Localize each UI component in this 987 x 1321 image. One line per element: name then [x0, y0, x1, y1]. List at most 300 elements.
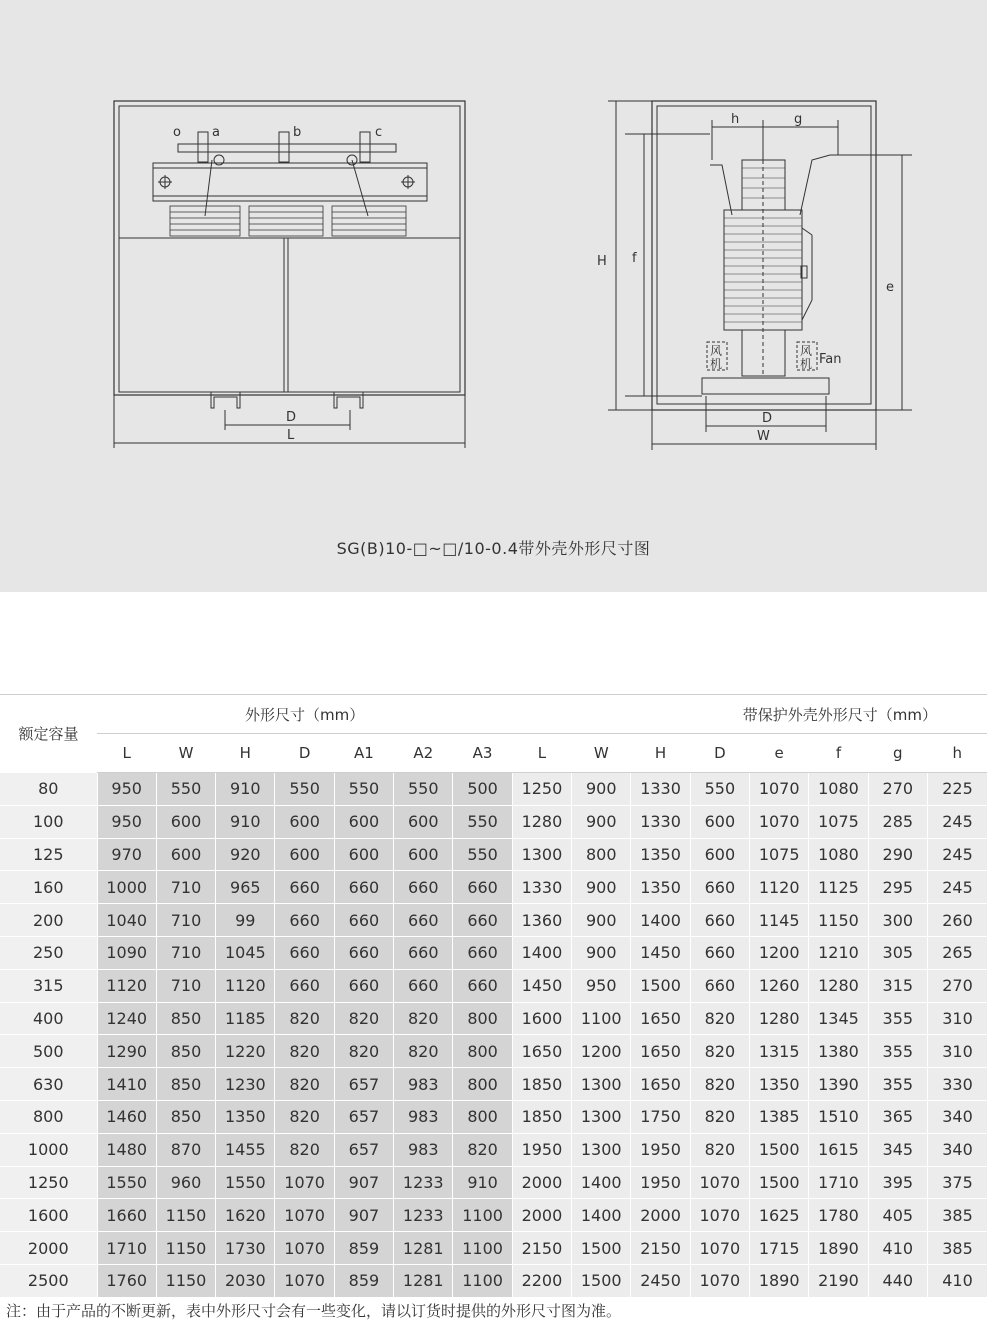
table-cell: 405: [868, 1199, 927, 1232]
table-cell: 2030: [216, 1264, 275, 1297]
table-row: [0, 1035, 987, 1068]
table-cell: 657: [334, 1100, 393, 1133]
table-cell: 1075: [809, 805, 868, 838]
table-row: [0, 838, 987, 871]
group-header-with-enclosure: 带保护外壳外形尺寸（mm）: [512, 695, 987, 734]
table-cell: 305: [868, 936, 927, 969]
table-cell: 315: [868, 969, 927, 1002]
table-cell: 1281: [394, 1232, 453, 1265]
table-group-header-row: [0, 695, 987, 734]
label-b: b: [293, 125, 302, 140]
table-cell: 295: [868, 871, 927, 904]
label-side-d: D: [762, 411, 773, 426]
table-cell: 660: [394, 969, 453, 1002]
table-cell: 820: [275, 1068, 334, 1101]
table-cell: 1400: [512, 936, 571, 969]
table-cell: 820: [690, 1035, 749, 1068]
table-cell: 1660: [97, 1199, 156, 1232]
rated-capacity-cell: 500: [0, 1035, 97, 1068]
table-cell: 340: [927, 1100, 987, 1133]
table-cell: 1710: [97, 1232, 156, 1265]
table-cell: 355: [868, 1068, 927, 1101]
table-row: [0, 969, 987, 1002]
table-cell: 1350: [631, 871, 690, 904]
table-cell: 550: [690, 773, 749, 806]
table-cell: 1345: [809, 1002, 868, 1035]
table-cell: 1281: [394, 1264, 453, 1297]
rated-capacity-cell: 160: [0, 871, 97, 904]
table-cell: 1500: [750, 1133, 809, 1166]
table-cell: 225: [927, 773, 987, 806]
table-cell: 1450: [512, 969, 571, 1002]
label-H: H: [597, 254, 607, 269]
table-cell: 660: [690, 969, 749, 1002]
table-cell: 1300: [572, 1133, 631, 1166]
table-cell: 850: [156, 1035, 215, 1068]
table-cell: 245: [927, 871, 987, 904]
table-cell: 1280: [809, 969, 868, 1002]
table-cell: 1400: [631, 904, 690, 937]
table-cell: 710: [156, 969, 215, 1002]
table-cell: 983: [394, 1133, 453, 1166]
table-cell: 800: [453, 1100, 512, 1133]
table-cell: 800: [453, 1068, 512, 1101]
table-cell: 1400: [572, 1199, 631, 1232]
table-cell: 1040: [97, 904, 156, 937]
table-cell: 2000: [512, 1166, 571, 1199]
column-header: D: [690, 734, 749, 773]
table-cell: 820: [275, 1100, 334, 1133]
table-cell: 340: [927, 1133, 987, 1166]
table-cell: 1280: [750, 1002, 809, 1035]
table-cell: 660: [334, 969, 393, 1002]
label-h: h: [731, 112, 740, 127]
table-row: [0, 1232, 987, 1265]
table-cell: 600: [275, 805, 334, 838]
table-cell: 2150: [512, 1232, 571, 1265]
table-cell: 1500: [631, 969, 690, 1002]
table-cell: 1360: [512, 904, 571, 937]
table-cell: 1500: [572, 1264, 631, 1297]
table-cell: 1080: [809, 838, 868, 871]
table-cell: 1950: [631, 1133, 690, 1166]
table-cell: 355: [868, 1002, 927, 1035]
table-cell: 660: [453, 904, 512, 937]
rated-capacity-cell: 400: [0, 1002, 97, 1035]
table-cell: 1150: [809, 904, 868, 937]
table-row: [0, 805, 987, 838]
table-cell: 600: [394, 805, 453, 838]
table-cell: 600: [334, 838, 393, 871]
table-cell: 1650: [631, 1068, 690, 1101]
table-cell: 410: [927, 1264, 987, 1297]
table-cell: 1710: [809, 1166, 868, 1199]
table-cell: 1510: [809, 1100, 868, 1133]
table-cell: 1550: [216, 1166, 275, 1199]
table-row: [0, 773, 987, 806]
table-cell: 1230: [216, 1068, 275, 1101]
table-cell: 1200: [572, 1035, 631, 1068]
table-cell: 1760: [97, 1264, 156, 1297]
table-cell: 660: [453, 871, 512, 904]
table-cell: 1615: [809, 1133, 868, 1166]
column-header: A2: [394, 734, 453, 773]
label-fan: Fan: [819, 352, 842, 367]
table-cell: 900: [572, 936, 631, 969]
table-cell: 870: [156, 1133, 215, 1166]
table-cell: 310: [927, 1035, 987, 1068]
table-cell: 1070: [690, 1199, 749, 1232]
table-cell: 910: [216, 805, 275, 838]
table-cell: 1950: [631, 1166, 690, 1199]
table-cell: 1045: [216, 936, 275, 969]
table-cell: 1385: [750, 1100, 809, 1133]
table-cell: 1850: [512, 1068, 571, 1101]
table-cell: 660: [275, 936, 334, 969]
table-cell: 660: [690, 936, 749, 969]
table-cell: 2000: [512, 1199, 571, 1232]
table-cell: 660: [334, 871, 393, 904]
table-cell: 907: [334, 1166, 393, 1199]
table-cell: 820: [394, 1002, 453, 1035]
column-header: H: [216, 734, 275, 773]
table-cell: 965: [216, 871, 275, 904]
table-cell: 1450: [631, 936, 690, 969]
table-cell: 820: [690, 1002, 749, 1035]
table-cell: 1070: [690, 1264, 749, 1297]
table-cell: 550: [334, 773, 393, 806]
table-cell: 1350: [750, 1068, 809, 1101]
table-row: [0, 871, 987, 904]
label-e: e: [886, 280, 894, 295]
table-cell: 820: [453, 1133, 512, 1166]
table-cell: 1080: [809, 773, 868, 806]
table-cell: 1000: [97, 871, 156, 904]
table-cell: 550: [453, 805, 512, 838]
table-cell: 907: [334, 1199, 393, 1232]
table-cell: 1070: [275, 1264, 334, 1297]
table-cell: 1455: [216, 1133, 275, 1166]
table-cell: 1750: [631, 1100, 690, 1133]
table-cell: 1300: [572, 1068, 631, 1101]
table-cell: 1500: [572, 1232, 631, 1265]
table-cell: 820: [334, 1002, 393, 1035]
rated-capacity-cell: 1000: [0, 1133, 97, 1166]
table-cell: 1240: [97, 1002, 156, 1035]
dimension-table: [0, 694, 987, 1298]
column-header: A3: [453, 734, 512, 773]
table-row: [0, 1068, 987, 1101]
table-cell: 1100: [453, 1264, 512, 1297]
rated-capacity-cell: 2000: [0, 1232, 97, 1265]
table-cell: 600: [275, 838, 334, 871]
footnote: 注：由于产品的不断更新，表中外形尺寸会有一些变化，请以订货时提供的外形尺寸图为准。: [6, 1302, 622, 1320]
rated-capacity-cell: 200: [0, 904, 97, 937]
table-cell: 550: [453, 838, 512, 871]
table-cell: 960: [156, 1166, 215, 1199]
table-cell: 1220: [216, 1035, 275, 1068]
figure-panel: [0, 0, 987, 592]
table-cell: 900: [572, 805, 631, 838]
front-view: [114, 101, 465, 448]
table-cell: 820: [275, 1035, 334, 1068]
table-cell: 1070: [750, 773, 809, 806]
table-cell: 800: [453, 1035, 512, 1068]
label-front-d: D: [286, 410, 297, 425]
table-cell: 1070: [690, 1166, 749, 1199]
table-cell: 600: [690, 838, 749, 871]
column-header: f: [809, 734, 868, 773]
table-cell: 395: [868, 1166, 927, 1199]
table-cell: 300: [868, 904, 927, 937]
table-row: [0, 1199, 987, 1232]
table-cell: 310: [927, 1002, 987, 1035]
column-header: A1: [334, 734, 393, 773]
table-cell: 1125: [809, 871, 868, 904]
table-cell: 1550: [97, 1166, 156, 1199]
table-cell: 660: [690, 904, 749, 937]
table-cell: 1950: [512, 1133, 571, 1166]
table-cell: 260: [927, 904, 987, 937]
table-cell: 500: [453, 773, 512, 806]
table-cell: 550: [156, 773, 215, 806]
table-cell: 900: [572, 773, 631, 806]
table-cell: 950: [97, 773, 156, 806]
table-cell: 820: [690, 1100, 749, 1133]
table-row: [0, 1264, 987, 1297]
table-cell: 1380: [809, 1035, 868, 1068]
table-cell: 2150: [631, 1232, 690, 1265]
table-cell: 820: [275, 1133, 334, 1166]
rated-capacity-cell: 100: [0, 805, 97, 838]
table-cell: 290: [868, 838, 927, 871]
table-body: [0, 773, 987, 1298]
table-cell: 1070: [275, 1232, 334, 1265]
table-cell: 600: [334, 805, 393, 838]
table-cell: 1890: [809, 1232, 868, 1265]
table-cell: 410: [868, 1232, 927, 1265]
table-cell: 1280: [512, 805, 571, 838]
table-cell: 385: [927, 1199, 987, 1232]
group-header-outline: 外形尺寸（mm）: [97, 695, 512, 734]
table-cell: 983: [394, 1068, 453, 1101]
table-cell: 1070: [750, 805, 809, 838]
table-cell: 1290: [97, 1035, 156, 1068]
label-fan-cn-left-1: 风: [710, 344, 723, 358]
table-cell: 1460: [97, 1100, 156, 1133]
table-cell: 1070: [690, 1232, 749, 1265]
table-cell: 660: [394, 936, 453, 969]
table-cell: 660: [394, 904, 453, 937]
table-cell: 983: [394, 1100, 453, 1133]
outline-drawing: [0, 0, 987, 592]
table-cell: 900: [572, 904, 631, 937]
table-cell: 285: [868, 805, 927, 838]
label-f: f: [632, 251, 637, 266]
table-cell: 657: [334, 1068, 393, 1101]
table-cell: 900: [572, 871, 631, 904]
table-cell: 1120: [750, 871, 809, 904]
table-cell: 970: [97, 838, 156, 871]
table-cell: 1650: [512, 1035, 571, 1068]
label-c: c: [375, 125, 383, 140]
table-cell: 660: [394, 871, 453, 904]
table-cell: 1210: [809, 936, 868, 969]
side-view: [597, 101, 912, 450]
label-g: g: [794, 112, 803, 127]
table-cell: 1100: [453, 1232, 512, 1265]
table-cell: 1070: [275, 1199, 334, 1232]
column-header: g: [868, 734, 927, 773]
table-cell: 1300: [512, 838, 571, 871]
rated-capacity-cell: 80: [0, 773, 97, 806]
table-cell: 385: [927, 1232, 987, 1265]
table-cell: 660: [334, 904, 393, 937]
table-cell: 1150: [156, 1199, 215, 1232]
table-cell: 820: [690, 1133, 749, 1166]
table-cell: 660: [690, 871, 749, 904]
table-cell: 910: [453, 1166, 512, 1199]
table-cell: 660: [275, 969, 334, 1002]
table-cell: 1100: [453, 1199, 512, 1232]
table-cell: 1300: [572, 1100, 631, 1133]
rated-capacity-cell: 1250: [0, 1166, 97, 1199]
table-cell: 345: [868, 1133, 927, 1166]
table-cell: 920: [216, 838, 275, 871]
rated-capacity-cell: 250: [0, 936, 97, 969]
table-cell: 850: [156, 1100, 215, 1133]
column-header: L: [97, 734, 156, 773]
table-cell: 1100: [572, 1002, 631, 1035]
table-cell: 1620: [216, 1199, 275, 1232]
table-cell: 859: [334, 1264, 393, 1297]
rated-capacity-cell: 2500: [0, 1264, 97, 1297]
table-row: [0, 1100, 987, 1133]
table-cell: 245: [927, 805, 987, 838]
table-cell: 600: [394, 838, 453, 871]
table-cell: 355: [868, 1035, 927, 1068]
column-header: W: [156, 734, 215, 773]
table-cell: 2000: [631, 1199, 690, 1232]
table-cell: 1315: [750, 1035, 809, 1068]
table-cell: 375: [927, 1166, 987, 1199]
table-cell: 1330: [631, 773, 690, 806]
table-cell: 660: [334, 936, 393, 969]
table-cell: 1500: [750, 1166, 809, 1199]
table-cell: 660: [453, 936, 512, 969]
table-cell: 710: [156, 871, 215, 904]
table-cell: 1145: [750, 904, 809, 937]
table-cell: 1090: [97, 936, 156, 969]
table-cell: 910: [216, 773, 275, 806]
column-header: L: [512, 734, 571, 773]
table-cell: 1200: [750, 936, 809, 969]
table-cell: 820: [690, 1068, 749, 1101]
table-cell: 1715: [750, 1232, 809, 1265]
table-cell: 440: [868, 1264, 927, 1297]
table-cell: 1650: [631, 1002, 690, 1035]
table-cell: 1233: [394, 1199, 453, 1232]
table-cell: 660: [275, 871, 334, 904]
table-cell: 270: [927, 969, 987, 1002]
column-header: e: [750, 734, 809, 773]
table-cell: 550: [394, 773, 453, 806]
column-header: H: [631, 734, 690, 773]
table-cell: 2450: [631, 1264, 690, 1297]
rated-capacity-cell: 125: [0, 838, 97, 871]
label-a: a: [212, 125, 220, 140]
table-cell: 330: [927, 1068, 987, 1101]
table-cell: 1075: [750, 838, 809, 871]
table-cell: 1330: [631, 805, 690, 838]
table-cell: 950: [97, 805, 156, 838]
table-cell: 1600: [512, 1002, 571, 1035]
label-fan-cn-right-1: 风: [800, 344, 813, 358]
table-cell: 1330: [512, 871, 571, 904]
table-cell: 660: [275, 904, 334, 937]
table-cell: 1400: [572, 1166, 631, 1199]
table-cell: 600: [690, 805, 749, 838]
table-cell: 1260: [750, 969, 809, 1002]
table-cell: 1730: [216, 1232, 275, 1265]
table-cell: 1185: [216, 1002, 275, 1035]
table-cell: 1070: [275, 1166, 334, 1199]
label-fan-cn-left-2: 机: [710, 357, 723, 371]
rated-capacity-cell: 630: [0, 1068, 97, 1101]
table-cell: 600: [156, 838, 215, 871]
label-o: o: [173, 125, 181, 140]
table-cell: 850: [156, 1068, 215, 1101]
table-cell: 1390: [809, 1068, 868, 1101]
table-cell: 550: [275, 773, 334, 806]
table-cell: 657: [334, 1133, 393, 1166]
table-cell: 710: [156, 936, 215, 969]
table-cell: 1350: [216, 1100, 275, 1133]
table-cell: 2200: [512, 1264, 571, 1297]
table-cell: 1233: [394, 1166, 453, 1199]
table-cell: 1625: [750, 1199, 809, 1232]
table-cell: 1120: [97, 969, 156, 1002]
table-cell: 820: [275, 1002, 334, 1035]
table-cell: 365: [868, 1100, 927, 1133]
label-front-l: L: [287, 428, 295, 443]
table-row: [0, 1133, 987, 1166]
table-cell: 1410: [97, 1068, 156, 1101]
table-cell: 2190: [809, 1264, 868, 1297]
figure-caption: SG(B)10-□~□/10-0.4带外壳外形尺寸图: [336, 539, 651, 558]
rated-capacity-cell: 1600: [0, 1199, 97, 1232]
rated-capacity-cell: 800: [0, 1100, 97, 1133]
table-cell: 600: [156, 805, 215, 838]
table-cell: 245: [927, 838, 987, 871]
table-cell: 1650: [631, 1035, 690, 1068]
label-fan-cn-right-2: 机: [800, 357, 813, 371]
table-cell: 270: [868, 773, 927, 806]
table-cell: 859: [334, 1232, 393, 1265]
table-cell: 1850: [512, 1100, 571, 1133]
table-cell: 850: [156, 1002, 215, 1035]
table-row: [0, 1002, 987, 1035]
table-cell: 820: [334, 1035, 393, 1068]
table-cell: 710: [156, 904, 215, 937]
table-row: [0, 936, 987, 969]
table-cell: 1350: [631, 838, 690, 871]
table-cell: 1150: [156, 1232, 215, 1265]
label-side-w: W: [757, 429, 770, 444]
table-row: [0, 1166, 987, 1199]
table-cell: 820: [394, 1035, 453, 1068]
table-cell: 660: [453, 969, 512, 1002]
